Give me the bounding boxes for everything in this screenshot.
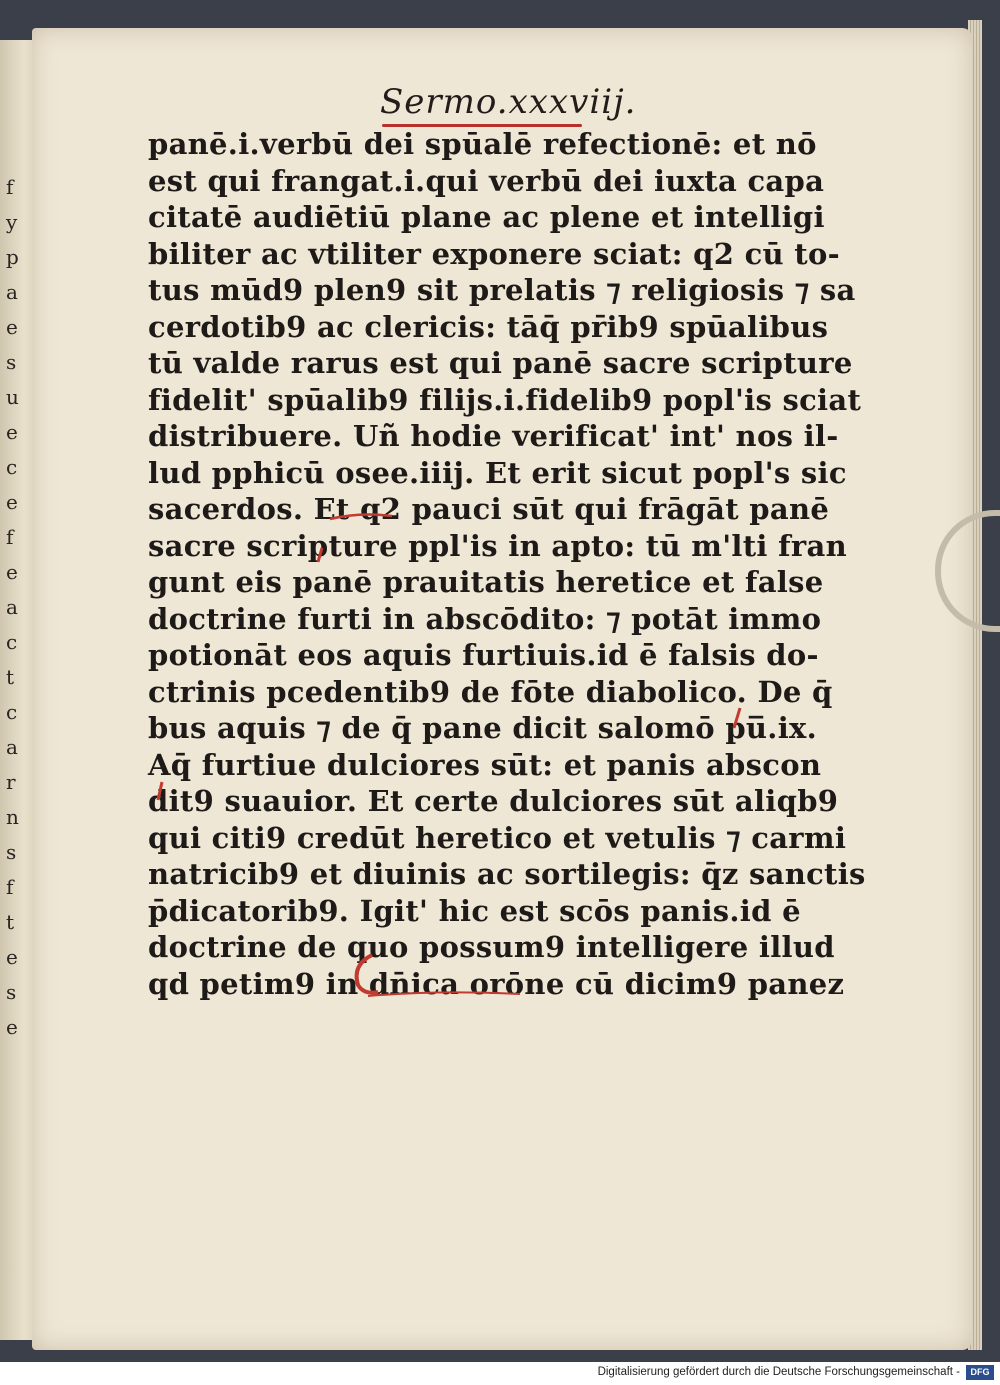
facing-page-letter: f [6,525,14,549]
facing-page-letter: r [6,770,16,794]
text-line: doctrine furti in abscōdito: ⁊ potāt immo [148,601,822,636]
facing-page-letter: t [6,665,15,689]
facing-page-letter: y [6,210,18,234]
facing-page-letter: a [6,595,18,619]
text-line: potionāt eos aquis furtiuis.id ē falsis do- [148,638,819,672]
text-line: sacre scripture ppl'is in apto: tū m'lti fran [148,528,847,563]
text-line: Aq̄ furtiue dulciores sūt: et panis abscon [148,747,822,782]
facing-page-letter: a [6,735,18,759]
footer-bar [0,1362,1000,1385]
facing-page-letter: s [6,840,17,864]
text-line: gunt eis panē prauitatis heretice et false [148,565,824,599]
text-line: bus aquis ⁊ de q̄ pane dicit salomō pu̅.ix. [148,711,818,745]
text-line: sacerdos. Et q2 pauci sūt qui frāgāt panē [148,492,830,526]
text-line: lud pphicū osee.iiij. Et erit sicut popl's sic [148,455,847,490]
text-line: tus mūd9 plen9 sit prelatis ⁊ religiosis ⁊ sa [148,273,856,307]
text-line: doctrine de quo possum9 intelligere illud [148,930,835,964]
facing-page-letter: f [6,875,14,899]
dfg-logo: DFG [966,1365,994,1380]
funding-credit: Digitalisierung gefördert durch die Deutsche Forschungsgemeinschaft - [597,1366,960,1378]
text-line: p̄dicatorib9. Igit' hic est scōs panis.id ē [148,893,801,928]
text-line: cerdotib9 ac clericis: tāq̄ pr̄ib9 spūalibus [148,309,829,344]
text-line: qui citi9 credūt heretico et vetulis ⁊ carmi [148,820,847,855]
text-line: dit9 suauior. Et certe dulciores sūt aliqb9 [148,784,839,818]
text-line: tū valde rarus est qui panē sacre scripture [148,346,853,380]
facing-page-letter: c [6,455,18,479]
facing-page-letter: e [6,315,18,339]
facing-page-letter: s [6,980,17,1004]
text-line: biliter ac vtiliter exponere sciat: q2 cū to- [148,236,840,271]
text-line: distribuere. Uñ hodie verificat' int' nos il- [148,419,839,453]
text-line: panē.i.verbū dei spūalē refectionē: et nō [148,127,817,161]
text-line: natricib9 et diuinis ac sortilegis: q̄z sanctis [148,857,866,891]
facing-page-letter: c [6,700,18,724]
facing-page-letter: s [6,350,17,374]
facing-page-letter: e [6,1015,18,1039]
facing-page-letter: f [6,175,14,199]
facing-page-letter: a [6,280,18,304]
page-text [148,126,866,1002]
page-heading: Sermo.xxxviij. [380,82,637,122]
facing-page-letter: e [6,560,18,584]
facing-page-letter: u [6,385,19,409]
text-line: fidelit' spūalib9 filijs.i.fidelib9 popl'is sciat [148,382,862,417]
facing-page-letter: p [6,245,19,269]
facing-page-letter: e [6,420,18,444]
facing-page-letter: t [6,910,15,934]
text-line: citatē audiētiū plane ac plene et intelligi [148,200,825,234]
text-line: est qui frangat.i.qui verbū dei iuxta capa [148,163,825,198]
text-line: qd petim9 in dn̄ica orōne cū dicim9 panez [148,966,845,1001]
facing-page-letter: n [6,805,19,829]
text-line: ctrinis pcedentib9 de fōte diabolico. De q̄ [148,674,833,709]
facing-page-letter: e [6,490,18,514]
facing-page-letter: c [6,630,18,654]
facing-page-letter: e [6,945,18,969]
